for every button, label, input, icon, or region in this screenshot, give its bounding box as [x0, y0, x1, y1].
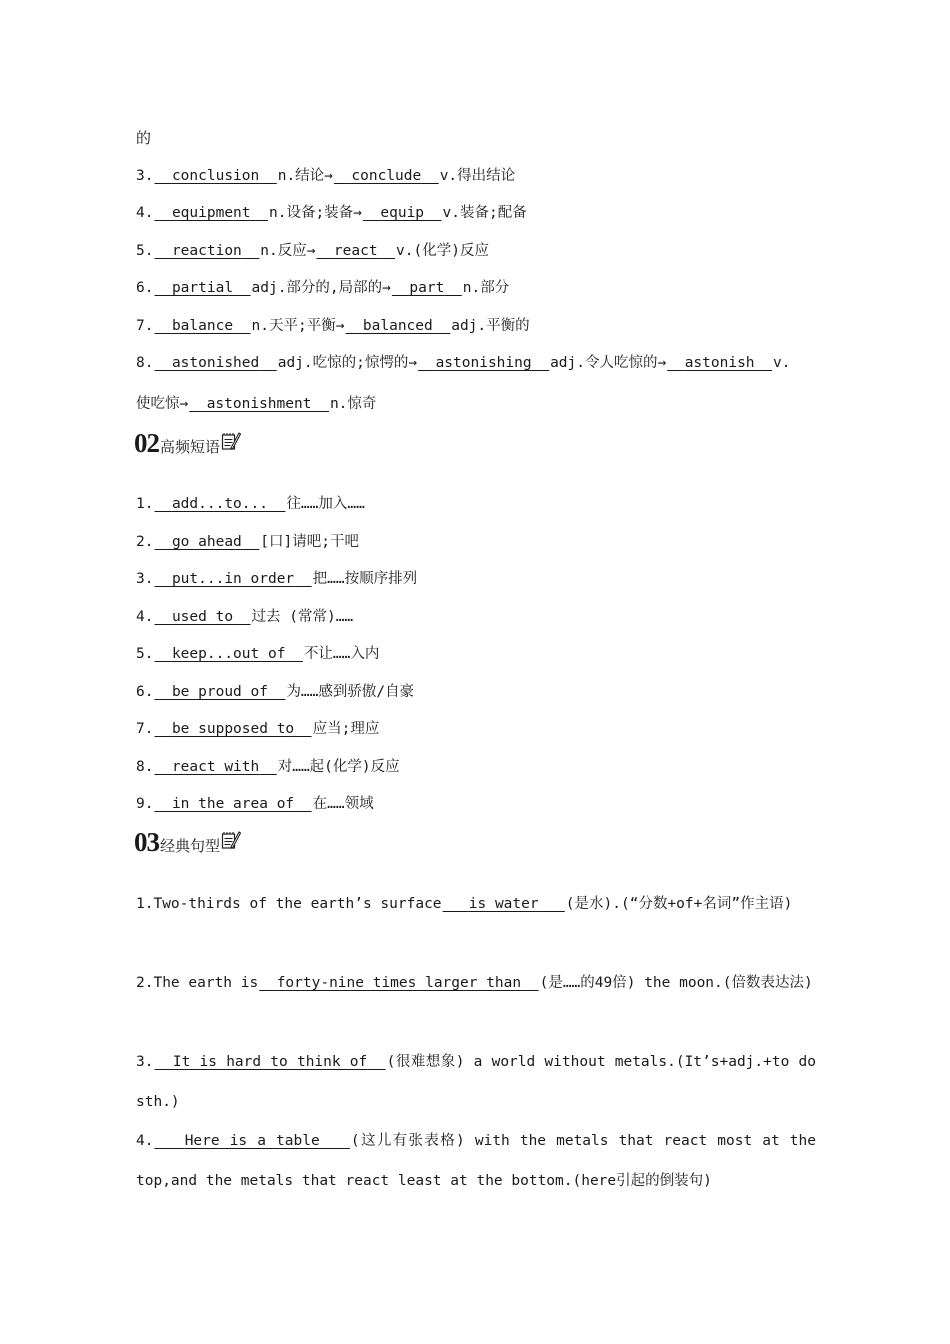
- vocab-item: 4. equipment n.设备;装备→ equip v.装备;配备: [136, 205, 527, 221]
- phrase-item: 1. add...to... 往……加入……: [136, 496, 365, 512]
- phrase-item: 3. put...in order 把……按顺序排列: [136, 571, 418, 587]
- section-number: 02: [134, 428, 159, 458]
- vocab-item: 3. conclusion n.结论→ conclude v.得出结论: [136, 168, 516, 184]
- phrase-item: 6. be proud of 为……感到骄傲/自豪: [136, 684, 415, 700]
- notepad-pencil-icon: [221, 430, 241, 452]
- phrase-item: 9. in the area of 在……领域: [136, 796, 374, 812]
- vocab-item: 6. partial adj.部分的,局部的→ part n.部分: [136, 280, 510, 296]
- vocab-item: 5. reaction n.反应→ react v.(化学)反应: [136, 243, 489, 259]
- sentence-item: 4. Here is a table (这儿有张表格) with the metals that react most at the top,and the metals that react least at the bottom.(here引起的倒装句): [136, 1133, 816, 1189]
- section-title: 高频短语: [160, 438, 221, 456]
- vocab-item-8-line1: 8. astonished adj.吃惊的;惊愕的→ astonishing adj.令人吃惊的→ astonish v.: [136, 355, 791, 371]
- sentence-item: 2.The earth is forty-nine times larger than (是……的49倍) the moon.(倍数表达法): [136, 975, 813, 991]
- vocab-item: 7. balance n.天平;平衡→ balanced adj.平衡的: [136, 318, 530, 334]
- section-title: 经典句型: [160, 837, 221, 855]
- section-number: 03: [134, 827, 159, 857]
- phrase-item: 4. used to 过去 (常常)……: [136, 609, 354, 625]
- vocab-continuation: 的: [136, 129, 152, 147]
- sentence-item: 3. It is hard to think of (很难想象) a world without metals.(It’s+adj.+to do sth.): [136, 1054, 816, 1110]
- notepad-pencil-icon: [221, 829, 241, 851]
- vocab-item-8-line2: 使吃惊→ astonishment n.惊奇: [136, 396, 377, 412]
- phrase-item: 8. react with 对……起(化学)反应: [136, 759, 400, 775]
- phrase-item: 5. keep...out of 不让……入内: [136, 646, 380, 662]
- phrase-item: 2. go ahead [口]请吧;干吧: [136, 534, 359, 550]
- sentence-item: 1.Two-thirds of the earth’s surface is water (是水).(“分数+of+名词”作主语): [136, 896, 793, 912]
- section-heading-phrases: [134, 424, 241, 458]
- section-heading-sentences: [134, 823, 241, 857]
- phrase-item: 7. be supposed to 应当;理应: [136, 721, 380, 737]
